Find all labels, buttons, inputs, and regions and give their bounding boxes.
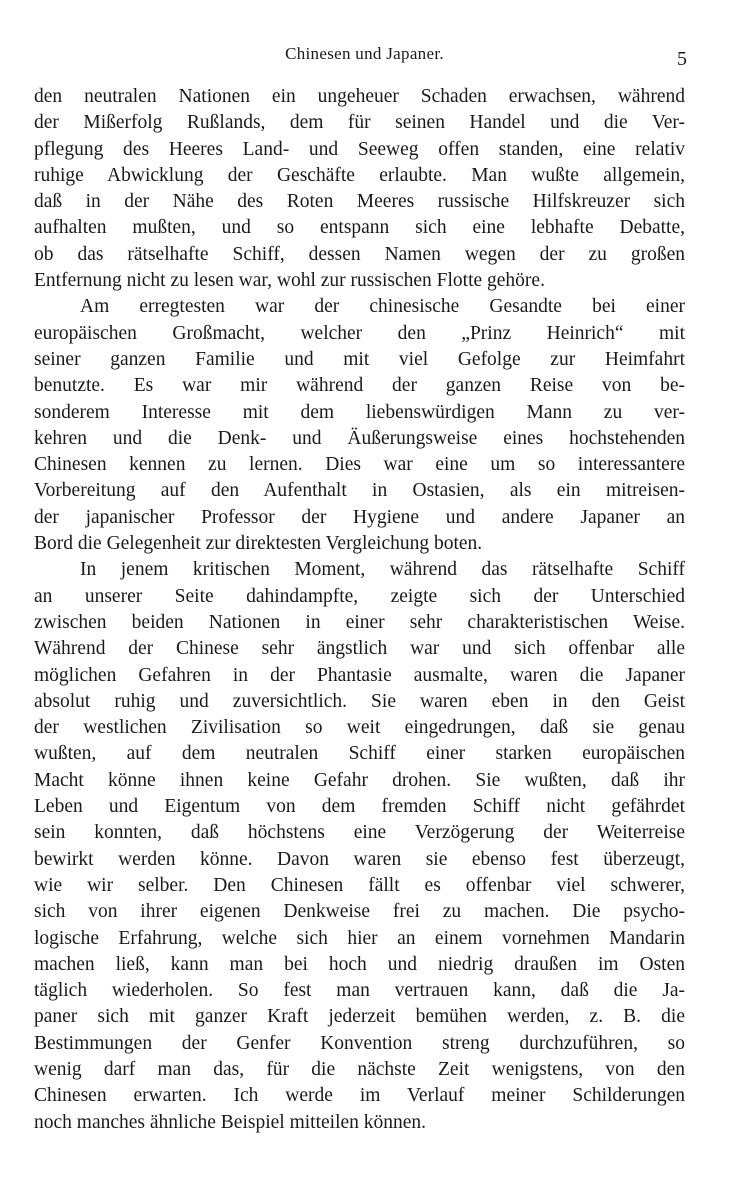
text-line: Leben und Eigentum von dem fremden Schiff nicht gefährdet [34, 796, 685, 818]
text-line: europäischen Großmacht, welcher den „Prinz Heinrich“ mit [34, 322, 685, 344]
text-line: daß in der Nähe des Roten Meeres russische Hilfskreuzer sich [34, 191, 685, 213]
paragraph-1 [34, 84, 685, 294]
text-line: den neutralen Nationen ein ungeheuer Schaden erwachsen, während [34, 86, 685, 107]
text-line: wenig darf man das, für die nächste Zeit wenigstens, von den [34, 1058, 685, 1080]
text-line: der westlichen Zivilisation so weit eingedrungen, daß sie genau [34, 717, 685, 739]
text-line: täglich wiederholen. So fest man vertrauen kann, daß die Ja- [34, 980, 685, 1002]
text-line: sonderem Interesse mit dem liebenswürdigen Mann zu ver- [34, 401, 685, 423]
text-line: Chinesen kennen zu lernen. Dies war eine um so interessantere [34, 454, 685, 476]
paragraph-2 [34, 294, 685, 557]
text-line: In jenem kritischen Moment, während das rätselhafte Schiff [80, 559, 685, 581]
text-line: Bestimmungen der Genfer Konvention streng durchzuführen, so [34, 1032, 685, 1054]
text-line: wußten, auf dem neutralen Schiff einer starken europäischen [34, 743, 685, 765]
text-line: an unserer Seite dahindampfte, zeigte sich der Unterschied [34, 585, 685, 607]
text-line: ob das rätselhafte Schiff, dessen Namen wegen der zu großen [34, 243, 685, 265]
text-line: Macht könne ihnen keine Gefahr drohen. Sie wußten, daß ihr [34, 769, 685, 791]
text-line: sich von ihrer eigenen Denkweise frei zu machen. Die psycho- [34, 901, 685, 923]
text-line: sein konnten, daß höchstens eine Verzögerung der Weiterreise [34, 822, 685, 844]
paragraph-3 [34, 557, 685, 1136]
text-line: pflegung des Heeres Land- und Seeweg offen standen, eine relativ [34, 138, 685, 160]
text-line: Chinesen erwarten. Ich werde im Verlauf meiner Schilderungen [34, 1085, 685, 1107]
text-line: ruhige Abwicklung der Geschäfte erlaubte. Man wußte allgemein, [34, 164, 685, 186]
text-line: absolut ruhig und zuversichtlich. Sie waren eben in den Geist [34, 690, 685, 712]
text-line: aufhalten mußten, und so entspann sich eine lebhafte Debatte, [34, 217, 685, 239]
page-number: 5 [677, 48, 687, 70]
text-line: der Mißerfolg Rußlands, dem für seinen Handel und die Ver- [34, 112, 685, 134]
text-line: Bord die Gelegenheit zur direktesten Vergleichung boten. [34, 533, 483, 555]
text-line: Während der Chinese sehr ängstlich war und sich offenbar alle [34, 638, 685, 660]
text-line: bewirkt werden könne. Davon waren sie ebenso fest überzeugt, [34, 848, 685, 870]
text-line: wie wir selber. Den Chinesen fällt es offenbar viel schwerer, [34, 874, 685, 896]
text-line: Entfernung nicht zu lesen war, wohl zur russischen Flotte gehöre. [34, 270, 545, 292]
text-line: Vorbereitung auf den Aufenthalt in Ostasien, als ein mitreisen- [34, 480, 685, 502]
text-line: seiner ganzen Familie und mit viel Gefolge zur Heimfahrt [34, 348, 685, 370]
running-head [0, 42, 729, 70]
text-line: zwischen beiden Nationen in einer sehr charakteristischen Weise. [34, 611, 685, 633]
text-line: paner sich mit ganzer Kraft jederzeit bemühen werden, z. B. die [34, 1006, 685, 1028]
text-line: der japanischer Professor der Hygiene und andere Japaner an [34, 506, 685, 528]
text-line: Am erregtesten war der chinesische Gesandte bei einer [80, 296, 685, 318]
running-title: Chinesen und Japaner. [285, 44, 444, 63]
text-line: logische Erfahrung, welche sich hier an einem vornehmen Mandarin [34, 927, 685, 949]
body-text [34, 84, 685, 1136]
text-line: möglichen Gefahren in der Phantasie ausmalte, waren die Japaner [34, 664, 685, 686]
text-line: benutzte. Es war mir während der ganzen Reise von be- [34, 375, 685, 397]
text-line: noch manches ähnliche Beispiel mitteilen können. [34, 1111, 427, 1133]
text-line: kehren und die Denk- und Äußerungsweise eines hochstehenden [34, 427, 685, 449]
text-line: machen ließ, kann man bei hoch und niedrig draußen im Osten [34, 953, 685, 975]
